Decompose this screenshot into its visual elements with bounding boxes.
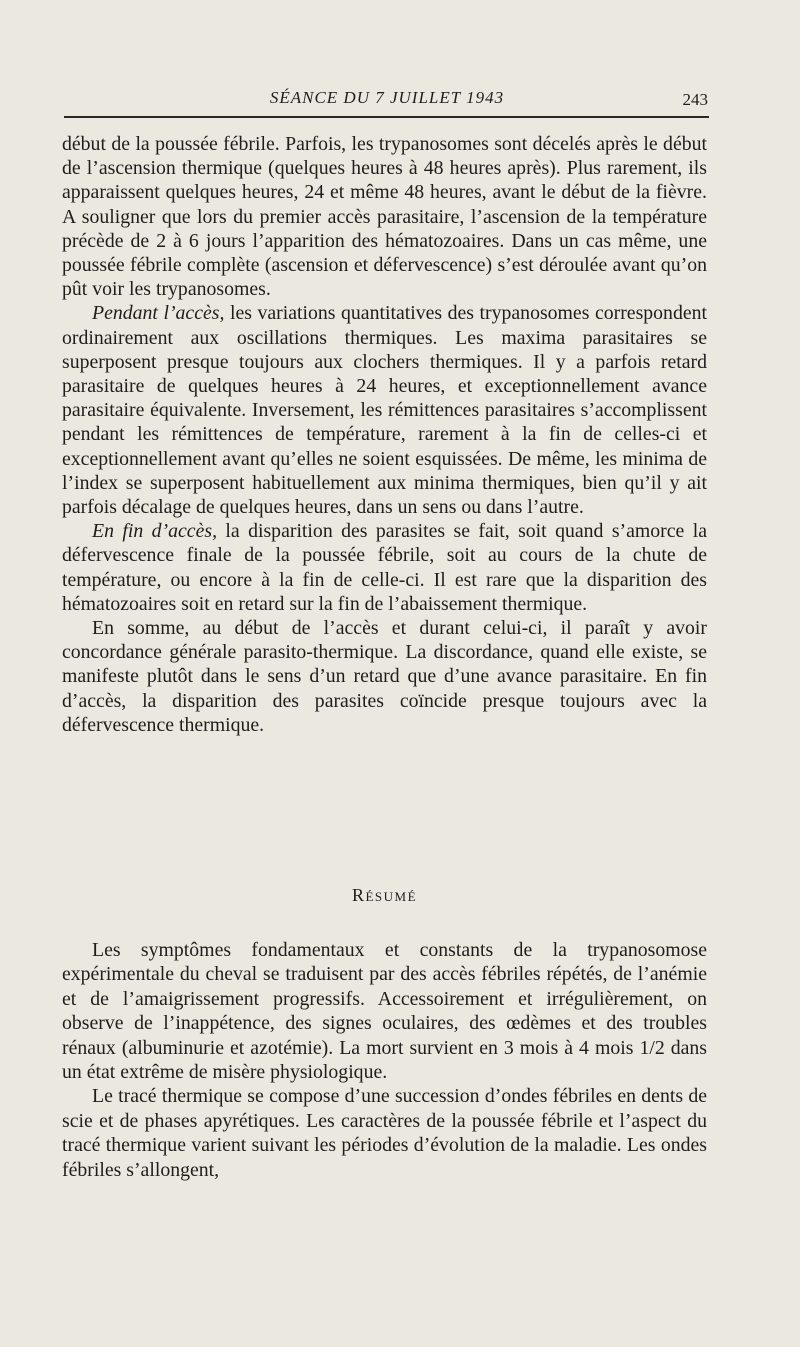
paragraph-4: En somme, au début de l’accès et durant celui-ci, il paraît y avoir concordance générale parasito-thermique. La discordance, quand elle existe, se manifeste plutôt dans le sens d’un retard que d’une avance parasitaire. En fin d’accès, la disparition des parasites coïncide presque toujours avec la défervescence thermique. — [62, 617, 707, 736]
summary-text — [62, 938, 707, 1182]
section-heading-resume: Résumé — [351, 885, 418, 905]
running-header-title: SÉANCE DU 7 JUILLET 1943 — [269, 88, 505, 107]
paragraph-3-lead: En fin d’accès, — [92, 520, 218, 543]
running-header — [64, 88, 710, 114]
header-rule — [64, 116, 709, 118]
paragraph-2 — [62, 301, 707, 519]
summary-paragraph-2: Le tracé thermique se compose d’une succession d’ondes fébriles en dents de scie et de phases apyrétiques. Les caractères de la poussée fébrile et l’aspect du tracé thermique varient suivant les périodes d’évolution de la maladie. Les ondes fébriles s’allongent, — [62, 1085, 707, 1181]
page-number: 243 — [682, 90, 708, 109]
summary-paragraph-1: Les symptômes fondamentaux et constants de la trypanosomose expérimentale du cheval se traduisent par des accès fébriles répétés, de l’anémie et de l’amaigrissement progressifs. Accessoirement et irrégulièrement, on observe de l’inappétence, des signes oculaires, des œdèmes et des troubles rénaux (albuminurie et azotémie). La mort survient en 3 mois à 4 mois 1/2 dans un état extrême de misère physiologique. — [62, 939, 707, 1084]
paragraph-3 — [62, 519, 707, 616]
paragraph-2-lead: Pendant l’accès, — [92, 302, 225, 325]
paragraph-2-text: les variations quantitatives des trypanosomes correspondent ordinairement aux oscillations thermiques. Les maxima parasitaires se superposent presque toujours aux clochers thermiques. Il y a parfois retard parasitaire de quelques heures à 24 heures, et exceptionnellement avance parasitaire équivalente. Inversement, les rémittences parasitaires s’accomplissent pendant les rémittences de température, rarement à la fin de celles-ci et exceptionnellement avant qu’elles ne soient esquissées. De même, les minima de l’index se superposent habituellement aux minima thermiques, bien qu’il y ait parfois décalage de quelques heures, dans un sens ou dans l’autre. — [62, 302, 707, 519]
paragraph-3-text: la disparition des parasites se fait, soit quand s’amorce la défervescence finale de la poussée fébrile, soit au cours de la chute de température, ou encore à la fin de celle-ci. Il est rare que la disparition des hématozoaires soit en retard sur la fin de l’abaissement thermique. — [62, 520, 707, 615]
body-text — [62, 132, 707, 737]
paragraph-1: début de la poussée fébrile. Parfois, les trypanosomes sont décelés après le début de l’ascension thermique (quelques heures à 48 heures après). Plus rarement, ils apparaissent quelques heures, 24 et même 48 heures, avant le début de la fièvre. A souligner que lors du premier accès parasitaire, l’ascension de la température précède de 2 à 6 jours l’apparition des hématozoaires. Dans un cas même, une poussée fébrile complète (ascension et défervescence) s’est déroulée avant qu’on pût voir les trypanosomes. — [62, 133, 707, 301]
